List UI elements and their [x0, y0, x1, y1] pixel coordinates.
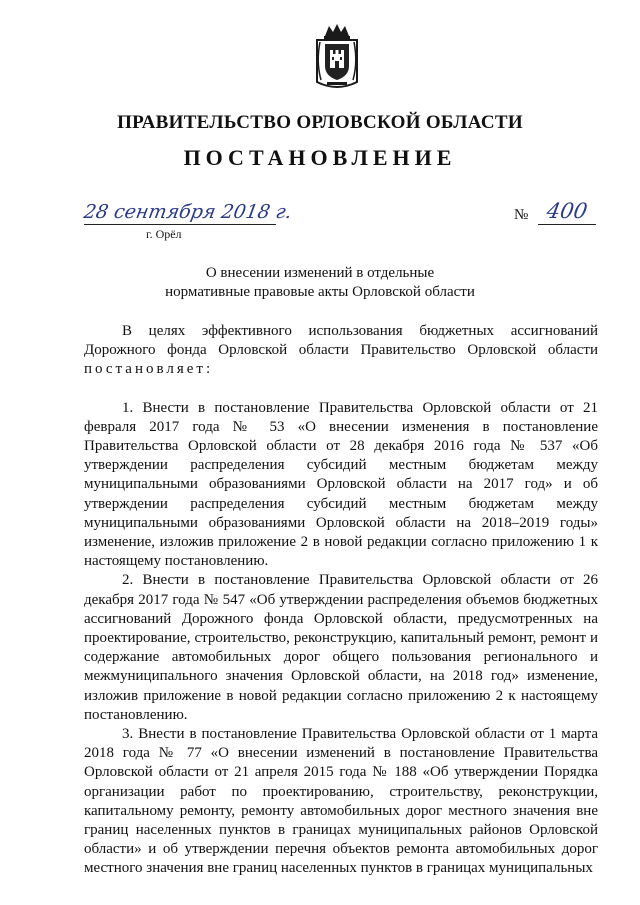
subject-line-2: нормативные правовые акты Орловской области: [165, 284, 475, 300]
paragraph-1: 1. Внести в постановление Правительства Орловской области от 21 февраля 2017 года № 53 «О внесении изменения в постановление Правительства Орловской области от 28 декабря 2016 года № 537 «Об утверждении распределения субсидий местным бюджетам между муниципальными образованиями Орловской области на 2017 год» и об утверждении распределения субсидий местным бюджетам между муниципальными образованиями Орловской области на 2018–2019 годы» изменение, изложив приложение 2 в новой редакции согласно приложению 1 к настоящему постановлению.: [84, 399, 598, 570]
document-subject: [0, 264, 640, 302]
document-body: [84, 322, 598, 879]
preamble-text: В целях эффективного использования бюджетных ассигнований Дорожного фонда Орловской области Правительство Орловской области: [84, 323, 598, 359]
coat-of-arms-icon: [313, 22, 361, 90]
handwritten-number: 400: [544, 199, 590, 223]
number-underline: [538, 224, 596, 225]
paragraph-2: 2. Внести в постановление Правительства Орловской области от 26 декабря 2017 года № 547 «Об утверждении распределения объемов бюджетных ассигнований Дорожного фонда Орловской области, предусмотренных на проектирование, строительство, реконструкцию, капитальный ремонт, ремонт и содержание автомобильных дорог общего пользования регионального и межмуниципального значения Орловской области, на 2018 год» изменение, изложив приложение в новой редакции согласно приложению 2 к настоящему постановлению.: [84, 572, 598, 723]
handwritten-date: 28 сентября 2018 г.: [82, 201, 294, 223]
preamble-resolves: постановляет:: [84, 361, 214, 378]
paragraph-3: 3. Внести в постановление Правительства Орловской области от 1 марта 2018 года № 77 «О внесении изменений в постановление Правительства Орловской области от 21 апреля 2015 года № 188 «Об утверждении Порядка организации работ по проектированию, строительству, реконструкции, капитальному ремонту, ремонту автомобильных дорог местного значения вне границ населенных пунктов в границах муниципальных районов Орловской области» и об утверждении перечня объектов ремонта автомобильных дорог местного значения вне границ населенных пунктов в границах муниципальных: [84, 726, 598, 877]
number-sign: №: [514, 207, 529, 223]
government-title: ПРАВИТЕЛЬСТВО ОРЛОВСКОЙ ОБЛАСТИ: [117, 112, 523, 133]
subject-line-1: О внесении изменений в отдельные: [205, 265, 435, 281]
city-label: г. Орёл: [146, 227, 182, 241]
date-underline: [84, 224, 276, 225]
preamble-paragraph: [84, 322, 598, 380]
document-type-title: ПОСТАНОВЛЕНИЕ: [183, 145, 457, 170]
